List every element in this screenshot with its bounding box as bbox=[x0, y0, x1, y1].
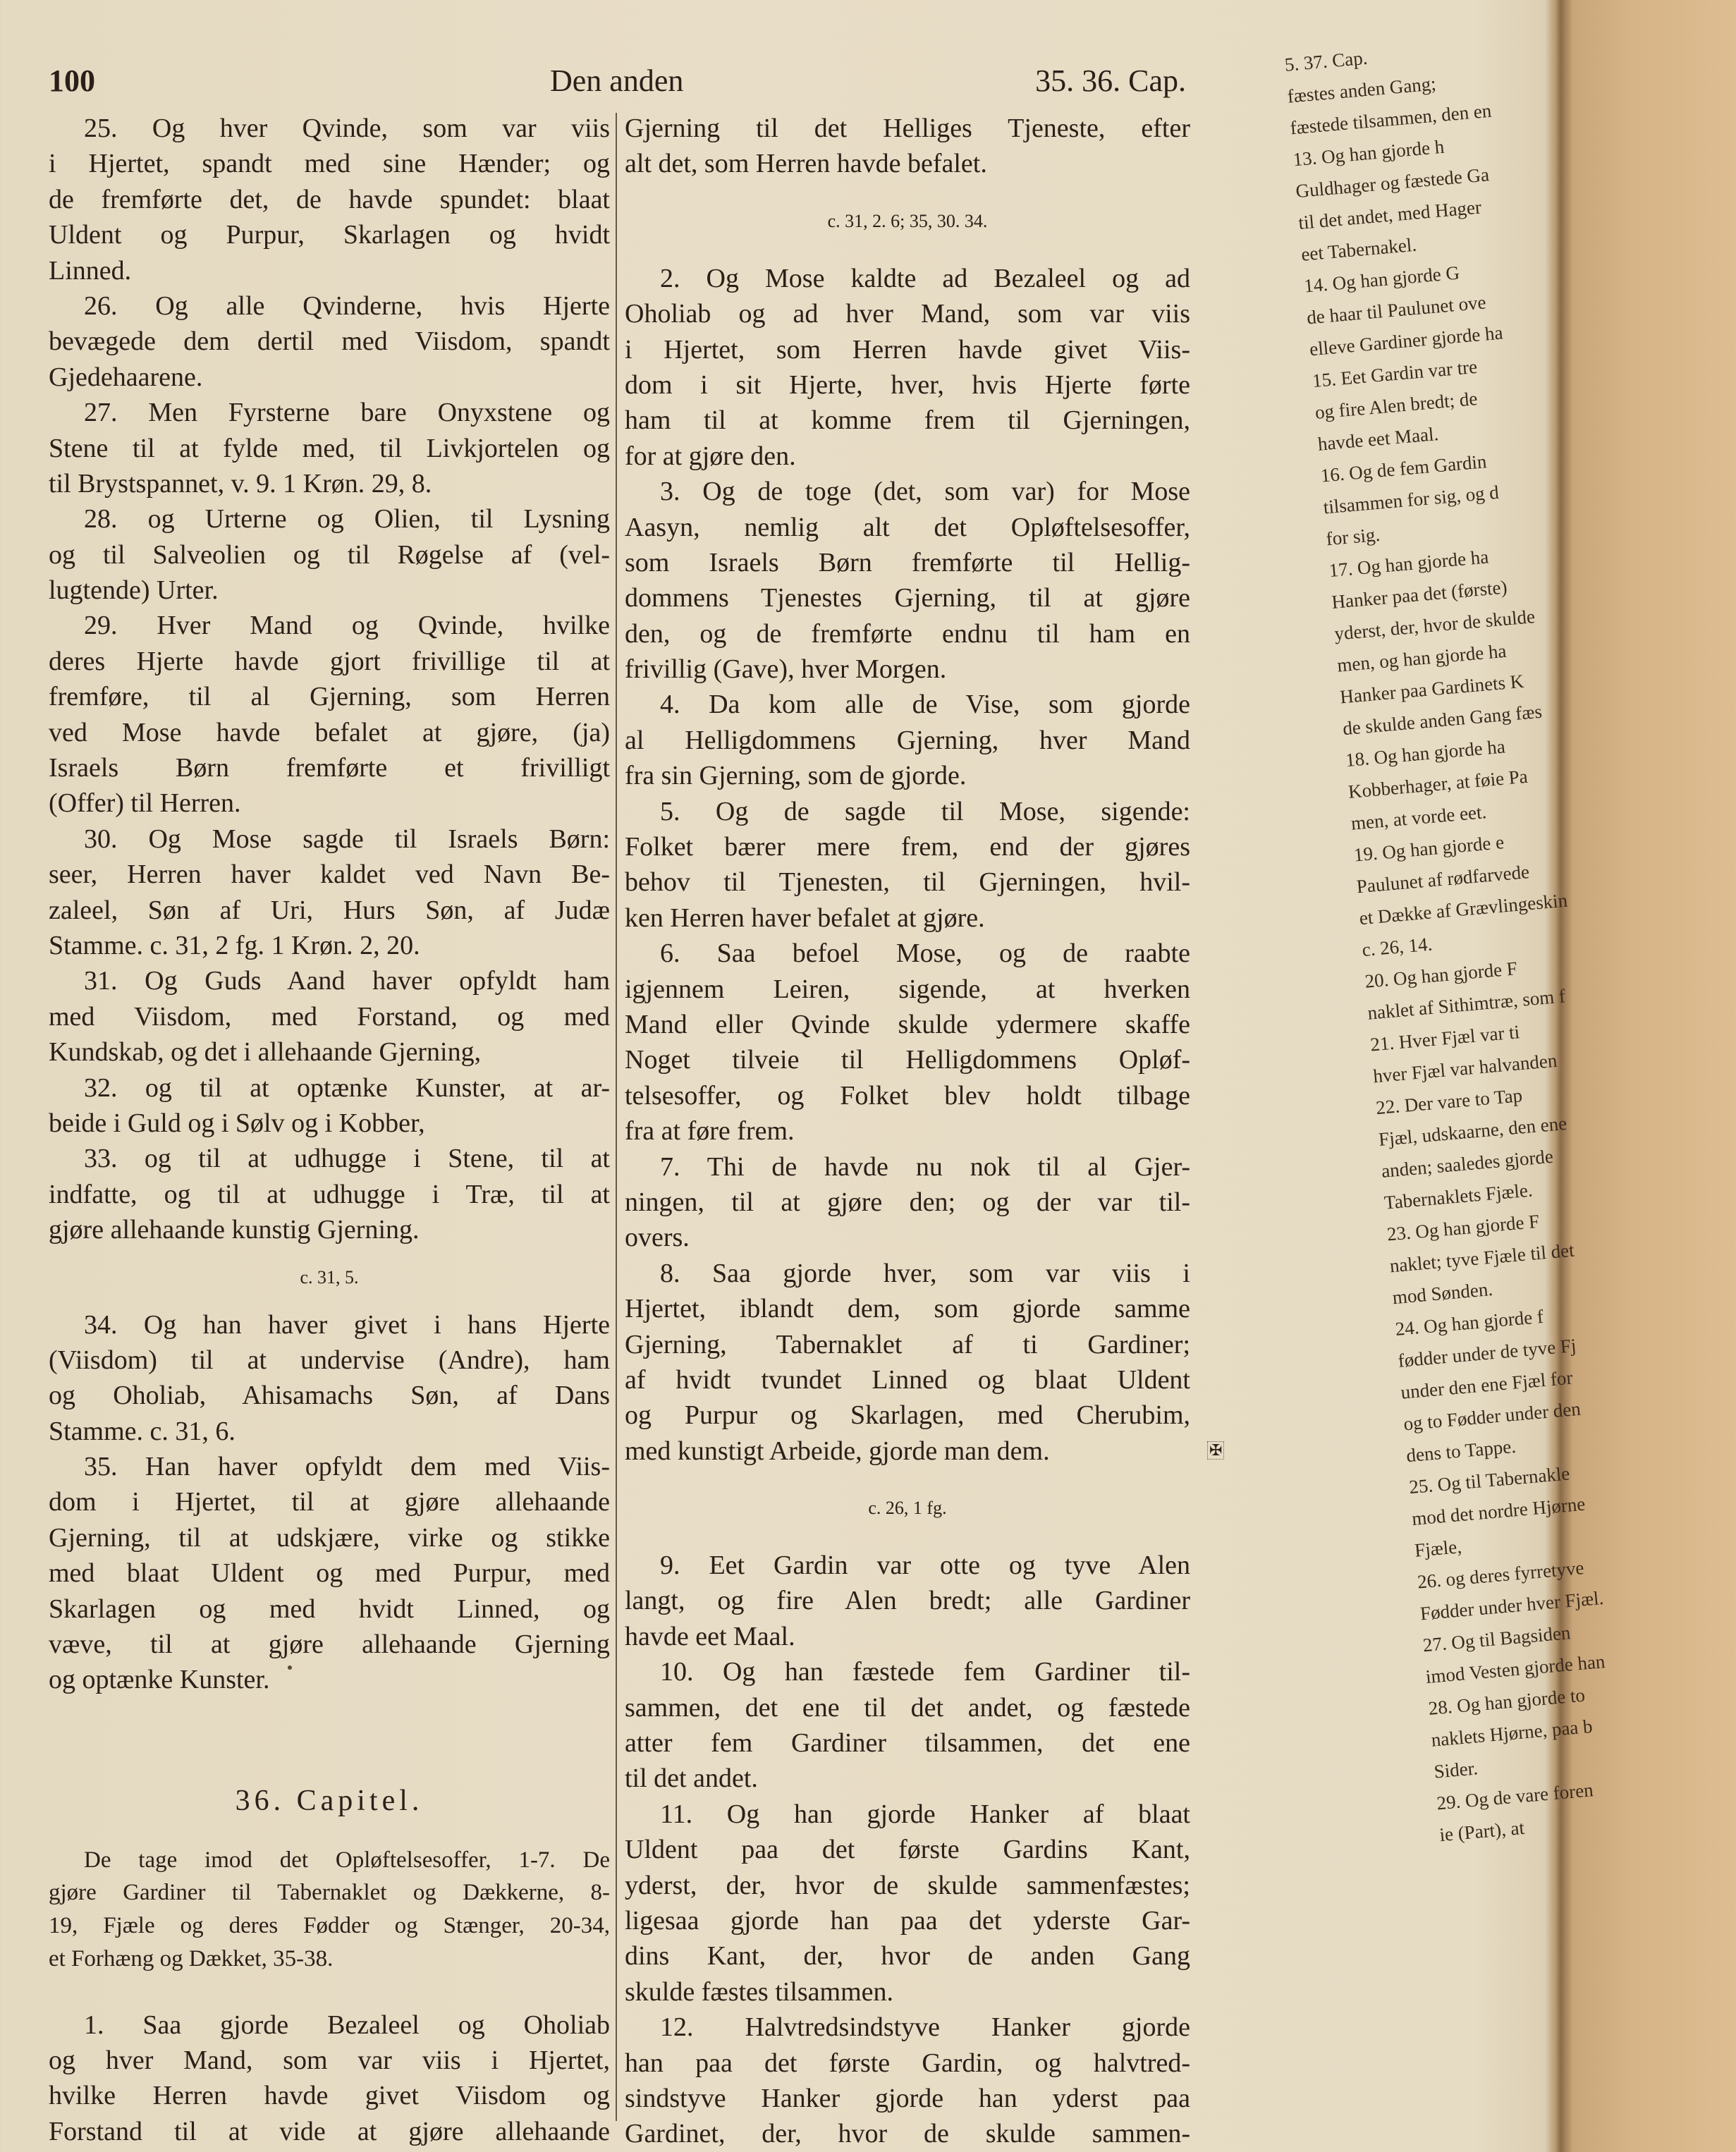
text-line: Linned. bbox=[49, 255, 132, 286]
facing-page-line: 17. Og han gjorde ha bbox=[1328, 546, 1490, 582]
text-line: (Offer) til Herren. bbox=[49, 788, 241, 819]
text-line: og optænke Kunster. bbox=[49, 1665, 270, 1695]
facing-page-line: til det andet, med Hager bbox=[1297, 196, 1483, 234]
facing-page-line: 26. og deres fyrretyve bbox=[1416, 1557, 1585, 1593]
facing-page-line: fæstede tilsammen, den en bbox=[1289, 99, 1493, 139]
text-line: bevægede dem dertil med Viisdom, spandt bbox=[49, 326, 610, 357]
facing-page-line: 22. Der vare to Tap bbox=[1375, 1084, 1524, 1119]
text-line: med blaat Uldent og med Purpur, med bbox=[49, 1558, 610, 1589]
facing-page-line: Sider. bbox=[1433, 1757, 1479, 1783]
verse-paragraph bbox=[625, 2010, 1190, 2152]
cross-reference: c. 26, 1 fg. bbox=[868, 1498, 947, 1519]
summary-line: gjøre Gardiner til Tabernaklet og Dækkerne, 8- bbox=[49, 1880, 610, 1906]
text-line: 12. Halvtredsindstyve Hanker gjorde bbox=[660, 2012, 1190, 2043]
text-line: 7. Thi de havde nu nok til al Gjer- bbox=[660, 1151, 1190, 1182]
facing-page-line: 28. Og han gjorde to bbox=[1427, 1684, 1587, 1719]
facing-page-line: 13. Og han gjorde h bbox=[1292, 135, 1445, 171]
text-line: 30. Og Mose sagde til Israels Børn: bbox=[84, 824, 610, 854]
facing-page-line: mod det nordre Hjørne bbox=[1411, 1493, 1587, 1529]
text-line: 32. og til at optænke Kunster, at ar- bbox=[84, 1072, 610, 1103]
column-divider bbox=[616, 113, 617, 2121]
summary-line: De tage imod det Opløftelsesoffer, 1-7. De bbox=[84, 1847, 610, 1873]
text-line: 2. Og Mose kaldte ad Bezaleel og ad bbox=[660, 263, 1190, 293]
facing-page-line: anden; saaledes gjorde bbox=[1380, 1145, 1554, 1182]
summary-line: et Forhæng og Dækket, 35-38. bbox=[49, 1945, 334, 1971]
chapter-range: 35. 36. Cap. bbox=[1035, 63, 1186, 98]
text-line: 10. Og han fæstede fem Gardiner til- bbox=[660, 1657, 1190, 1687]
left-column bbox=[49, 111, 610, 2149]
facing-page-line: 27. Og til Bagsiden bbox=[1422, 1622, 1572, 1656]
text-line: Mand eller Qvinde skulde ydermere skaffe bbox=[625, 1009, 1190, 1039]
text-line: fremføre, til al Gjerning, som Herren bbox=[49, 682, 610, 712]
verse-paragraph bbox=[625, 936, 1190, 1149]
text-line: 25. Og hver Qvinde, som var viis bbox=[84, 114, 610, 143]
text-line: Hjertet, iblandt dem, som gjorde samme bbox=[625, 1294, 1190, 1324]
text-line: al Helligdommens Gjerning, hver Mand bbox=[625, 725, 1190, 755]
verse-paragraph bbox=[625, 687, 1190, 793]
facing-page-line: 19. Og han gjorde e bbox=[1352, 831, 1505, 866]
text-line: beide i Guld og i Sølv og i Kobber, bbox=[49, 1108, 425, 1138]
text-line: skulde fæstes tilsammen. bbox=[625, 1976, 894, 2007]
facing-page-line: under den ene Fjæl for bbox=[1400, 1367, 1574, 1403]
text-line: behov til Tjenesten, til Gjerningen, hvil- bbox=[625, 867, 1190, 898]
verse-paragraph bbox=[49, 2007, 610, 2150]
text-line: i Hjertet, spandt med sine Hænder; og bbox=[49, 149, 610, 179]
verse-paragraph bbox=[49, 501, 610, 608]
text-line: 8. Saa gjorde hver, som var viis i bbox=[660, 1258, 1190, 1288]
text-line: dommens Tjenestes Gjerning, til at gjøre bbox=[625, 583, 1190, 613]
facing-page-line: Fjæle, bbox=[1413, 1536, 1463, 1561]
verse-paragraph bbox=[49, 288, 610, 395]
text-line: sindstyve Hanker gjorde han yderst paa bbox=[625, 2083, 1190, 2113]
verse-paragraph bbox=[49, 1070, 610, 1142]
verse-paragraph bbox=[49, 821, 610, 964]
text-line: 11. Og han gjorde Hanker af blaat bbox=[660, 1799, 1190, 1829]
facing-page-line: 18. Og han gjorde ha bbox=[1344, 735, 1506, 771]
chapter-summary bbox=[49, 1844, 610, 1976]
verse-paragraph bbox=[625, 474, 1190, 687]
text-line: (Viisdom) til at undervise (Andre), ham bbox=[49, 1345, 610, 1375]
facing-page-line: elleve Gardiner gjorde ha bbox=[1308, 322, 1504, 360]
text-line: Gjedehaarene. bbox=[49, 362, 203, 392]
facing-page-line: 29. Og de vare foren bbox=[1436, 1779, 1594, 1814]
text-line: og Oholiab, Ahisamachs Søn, af Dans bbox=[49, 1381, 610, 1411]
verse-paragraph bbox=[49, 1141, 610, 1247]
facing-page-line: fødder under de tyve Fj bbox=[1397, 1334, 1577, 1371]
text-line: fra sin Gjerning, som de gjorde. bbox=[625, 761, 967, 791]
margin-mark-icon: ✠ bbox=[1207, 1441, 1224, 1460]
verse-paragraph bbox=[625, 1548, 1190, 1654]
facing-page-line: yderst, der, hvor de skulde bbox=[1333, 606, 1536, 644]
facing-page-line: Tabernaklets Fjæle. bbox=[1383, 1179, 1534, 1213]
verse-paragraph bbox=[49, 395, 610, 501]
text-line: Oholiab og ad hver Mand, som var viis bbox=[625, 299, 1190, 329]
facing-page-text bbox=[1283, 23, 1736, 1851]
text-line: dom i Hjertet, til at gjøre allehaande bbox=[49, 1487, 610, 1517]
verse-paragraph bbox=[49, 963, 610, 1070]
facing-page-line: naklet af Sithimtræ, som f bbox=[1367, 985, 1567, 1024]
text-line: ligesaa gjorde han paa det yderste Gar- bbox=[625, 1905, 1190, 1936]
text-line: Noget tilveie til Helligdommens Opløf- bbox=[625, 1045, 1190, 1075]
facing-page-line: Hanker paa Gardinets K bbox=[1339, 670, 1525, 708]
facing-page-line: eet Tabernakel. bbox=[1300, 233, 1418, 265]
text-line: yderst, der, hvor de skulde sammenfæstes; bbox=[625, 1870, 1190, 1900]
text-line: den, og de fremførte endnu til ham en bbox=[625, 618, 1190, 649]
text-line: med Viisdom, med Forstand, og med bbox=[49, 1001, 610, 1032]
text-line: væve, til at gjøre allehaande Gjerning bbox=[49, 1630, 610, 1660]
facing-page-line: 20. Og han gjorde F bbox=[1364, 958, 1518, 992]
text-line: som Israels Børn fremførte til Hellig- bbox=[625, 547, 1190, 577]
text-line: i Hjertet, som Herren havde givet Viis- bbox=[625, 334, 1190, 365]
facing-page-line: et Dække af Grævlingeskin bbox=[1358, 889, 1569, 929]
text-line: og Purpur og Skarlagen, med Cherubim, bbox=[625, 1400, 1190, 1431]
facing-page-line: Paulunet af rødfarvede bbox=[1355, 861, 1531, 898]
facing-page-line: naklet; tyve Fjæle til det bbox=[1388, 1239, 1575, 1277]
cross-reference: c. 31, 2. 6; 35, 30. 34. bbox=[827, 210, 988, 231]
facing-page-line: 24. Og han gjorde f bbox=[1394, 1305, 1545, 1340]
facing-page-line: havde eet Maal. bbox=[1316, 422, 1440, 455]
facing-page-line: 15. Eet Gardin var tre bbox=[1311, 355, 1479, 392]
text-line: 3. Og de toge (det, som var) for Mose bbox=[660, 477, 1190, 507]
page-number: 100 bbox=[49, 63, 95, 98]
facing-page-line: 16. Og de fem Gardin bbox=[1319, 451, 1488, 487]
chapter-heading: 36. Capitel. bbox=[235, 1784, 424, 1817]
text-line: fra at føre frem. bbox=[625, 1116, 795, 1147]
text-line: alt det, som Herren havde befalet. bbox=[625, 149, 987, 179]
text-line: atter fem Gardiner tilsammen, det ene bbox=[625, 1728, 1190, 1759]
text-line: gjøre allehaande kunstig Gjerning. bbox=[49, 1215, 420, 1245]
text-line: 9. Eet Gardin var otte og tyve Alen bbox=[660, 1551, 1190, 1581]
verse-paragraph bbox=[49, 608, 610, 821]
facing-page-line: naklets Hjørne, paa b bbox=[1430, 1715, 1594, 1751]
facing-page-line: de haar til Paulunet ove bbox=[1305, 291, 1487, 329]
text-line: 33. og til at udhugge i Stene, til at bbox=[84, 1144, 610, 1174]
facing-page-line: og to Fødder under den bbox=[1402, 1398, 1582, 1435]
verse-paragraph bbox=[625, 794, 1190, 936]
facing-page-fragment bbox=[1269, 0, 1606, 2121]
text-line: zaleel, Søn af Uri, Hurs Søn, af Judæ bbox=[49, 895, 610, 925]
text-line: Uldent paa det første Gardins Kant, bbox=[625, 1835, 1190, 1865]
text-line: 26. Og alle Qvinderne, hvis Hjerte bbox=[84, 291, 610, 321]
text-line: Uldent og Purpur, Skarlagen og hvidt bbox=[49, 220, 610, 250]
text-line: til Brystspannet, v. 9. 1 Krøn. 29, 8. bbox=[49, 468, 432, 499]
text-line: og hver Mand, som var viis i Hjertet, bbox=[49, 2045, 610, 2075]
text-line: Gardinet, der, hvor de skulde sammen- bbox=[625, 2119, 1190, 2149]
verse-paragraph bbox=[625, 1149, 1190, 1256]
verse-paragraph bbox=[625, 1654, 1190, 1797]
text-line: 28. og Urterne og Olien, til Lysning bbox=[84, 504, 610, 534]
text-line: Stamme. c. 31, 6. bbox=[49, 1416, 236, 1446]
facing-page-line: for sig. bbox=[1325, 523, 1381, 550]
facing-page-line: 23. Og han gjorde F bbox=[1386, 1210, 1541, 1245]
text-line: 5. Og de sagde til Mose, sigende: bbox=[660, 796, 1190, 826]
text-line: Stamme. c. 31, 2 fg. 1 Krøn. 2, 20. bbox=[49, 930, 420, 960]
text-line: Folket bærer mere frem, end der gjøres bbox=[625, 832, 1190, 862]
text-line: Stene til at fylde med, til Livkjortelen og bbox=[49, 433, 610, 463]
facing-page-line: 21. Hver Fjæl var ti bbox=[1369, 1021, 1521, 1056]
facing-page-line: 5. 37. Cap. bbox=[1283, 47, 1369, 75]
facing-page-line: Fjæl, udskaarne, den ene bbox=[1377, 1112, 1568, 1151]
text-line: Gjerning, til at udskjære, virke og stikke bbox=[49, 1522, 610, 1553]
facing-page-line: hver Fjæl var halvanden bbox=[1372, 1049, 1558, 1087]
text-line: dom i sit Hjerte, hver, hvis Hjerte førte bbox=[625, 369, 1190, 400]
text-line: dins Kant, der, hvor de anden Gang bbox=[625, 1941, 1190, 1971]
facing-page-line: fæstes anden Gang; bbox=[1286, 73, 1437, 107]
text-line: for at gjøre den. bbox=[625, 441, 796, 471]
text-line: seer, Herren haver kaldet ved Navn Be- bbox=[49, 860, 610, 890]
text-line: af hvidt tvundet Linned og blaat Uldent bbox=[625, 1364, 1190, 1395]
text-line: 1. Saa gjorde Bezaleel og Oholiab bbox=[84, 2010, 610, 2040]
text-line: frivillig (Gave), hver Morgen. bbox=[625, 654, 947, 685]
text-line: 4. Da kom alle de Vise, som gjorde bbox=[660, 690, 1190, 720]
text-line: med kunstigt Arbeide, gjorde man dem. bbox=[625, 1436, 1050, 1466]
facing-page-line: mod Sønden. bbox=[1391, 1278, 1494, 1309]
verse-paragraph bbox=[49, 1449, 610, 1698]
text-line: ningen, til at gjøre den; og der var til- bbox=[625, 1187, 1190, 1217]
text-line: Israels Børn fremførte et frivilligt bbox=[49, 753, 610, 783]
text-line: lugtende) Urter. bbox=[49, 575, 219, 606]
verse-paragraph bbox=[625, 1797, 1190, 2010]
text-line: Aasyn, nemlig alt det Opløftelsesoffer, bbox=[625, 512, 1190, 542]
text-line: havde eet Maal. bbox=[625, 1621, 795, 1651]
facing-page-line: dens to Tappe. bbox=[1405, 1435, 1517, 1467]
text-line: ham til at komme frem til Gjerningen, bbox=[625, 405, 1190, 436]
facing-page-line: tilsammen for sig, og d bbox=[1322, 481, 1500, 518]
verse-paragraph bbox=[625, 111, 1190, 182]
text-line: 27. Men Fyrsterne bare Onyxstene og bbox=[84, 398, 610, 428]
text-line: Kundskab, og det i allehaande Gjerning, bbox=[49, 1037, 482, 1068]
text-line: ved Mose havde befalet at gjøre, (ja) bbox=[49, 717, 610, 747]
cross-reference: c. 31, 5. bbox=[300, 1266, 359, 1288]
facing-page-line: men, at vorde eet. bbox=[1350, 801, 1488, 834]
text-line: deres Hjerte havde gjort frivillige til at bbox=[49, 646, 610, 676]
text-line: han paa det første Gardin, og halvtred- bbox=[625, 2048, 1190, 2078]
text-line: Skarlagen og med hvidt Linned, og bbox=[49, 1594, 610, 1624]
text-line: indfatte, og til at udhugge i Træ, til at bbox=[49, 1179, 610, 1209]
text-line: og til Salveolien og til Røgelse af (vel- bbox=[49, 539, 610, 570]
verse-paragraph bbox=[49, 111, 610, 288]
facing-page-line: de skulde anden Gang fæs bbox=[1341, 700, 1543, 740]
text-line: de fremførte det, de havde spundet: blaat bbox=[49, 184, 610, 214]
text-line: 31. Og Guds Aand haver opfyldt ham bbox=[84, 966, 610, 996]
text-line: igjennem Leiren, sigende, at hverken bbox=[625, 974, 1190, 1004]
text-line: overs. bbox=[625, 1223, 690, 1253]
text-line: Gjerning, Tabernaklet af ti Gardiner; bbox=[625, 1329, 1190, 1359]
text-line: sammen, det ene til det andet, og fæstede bbox=[625, 1692, 1190, 1723]
verse-paragraph bbox=[49, 1307, 610, 1450]
facing-page-line: imod Vesten gjorde han bbox=[1424, 1650, 1606, 1688]
text-line: 35. Han haver opfyldt dem med Viis- bbox=[84, 1452, 610, 1482]
facing-page-line: c. 26, 14. bbox=[1361, 933, 1434, 961]
facing-page-line: Fødder under hver Fjæl. bbox=[1419, 1587, 1605, 1625]
text-line: Gjerning til det Helliges Tjeneste, efter bbox=[625, 114, 1190, 143]
facing-page-line: og fire Alen bredt; de bbox=[1314, 387, 1479, 423]
text-line: Forstand til at vide at gjøre allehaande bbox=[49, 2116, 610, 2146]
text-line: langt, og fire Alen bredt; alle Gardiner bbox=[625, 1586, 1190, 1616]
right-column bbox=[625, 111, 1190, 2152]
facing-page-line: ie (Part), at bbox=[1438, 1816, 1526, 1846]
text-line: ken Herren haver befalet at gjøre. bbox=[625, 903, 985, 933]
text-line: 29. Hver Mand og Qvinde, hvilke bbox=[84, 611, 610, 641]
facing-page-line: Kobberhager, at føie Pa bbox=[1347, 765, 1529, 802]
text-line: til det andet. bbox=[625, 1763, 758, 1794]
text-line: hvilke Herren havde givet Viisdom og bbox=[49, 2081, 610, 2111]
section-ornament-dot bbox=[288, 1665, 292, 1670]
text-line: 34. Og han haver givet i hans Hjerte bbox=[84, 1309, 610, 1340]
verse-paragraph bbox=[625, 261, 1190, 474]
running-title: Den anden bbox=[550, 63, 684, 98]
verse-paragraph bbox=[625, 1256, 1190, 1469]
text-line: 6. Saa befoel Mose, og de raabte bbox=[660, 939, 1190, 969]
summary-line: 19, Fjæle og deres Fødder og Stænger, 20-34, bbox=[49, 1913, 610, 1939]
facing-page-line: 14. Og han gjorde G bbox=[1303, 262, 1461, 297]
facing-page-line: men, og han gjorde ha bbox=[1336, 640, 1508, 676]
text-line: telsesoffer, og Folket blev holdt tilbage bbox=[625, 1080, 1190, 1111]
facing-page-line: Hanker paa det (første) bbox=[1331, 576, 1508, 613]
facing-page-line: 25. Og til Tabernakle bbox=[1408, 1462, 1571, 1498]
facing-page-line: Guldhager og fæstede Ga bbox=[1295, 164, 1491, 202]
